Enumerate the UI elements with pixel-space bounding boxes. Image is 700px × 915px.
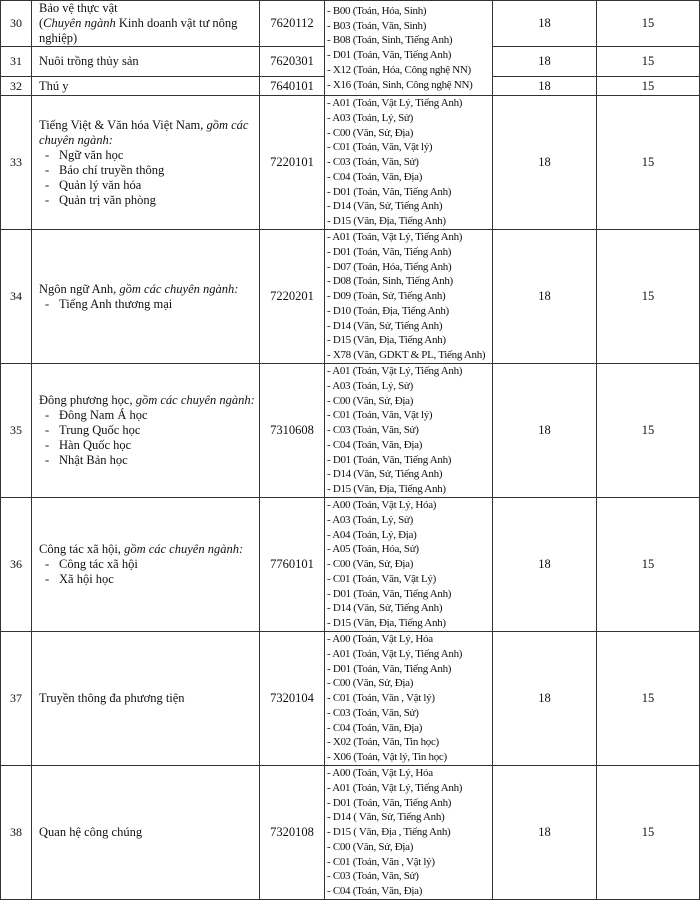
score-b: 15: [597, 364, 700, 498]
combo-item: - C00 (Văn, Sử, Địa): [327, 677, 414, 690]
score-b: 15: [597, 77, 700, 96]
combo-item: - A01 (Toán, Vật Lý, Tiếng Anh): [327, 365, 463, 378]
program-name-italic: gồm các: [206, 117, 249, 132]
combo-item: - X02 (Toán, Văn, Tin học): [327, 736, 439, 749]
specialization-label: Quản trị văn phòng: [59, 192, 156, 207]
row-number: 38: [1, 766, 32, 900]
row-number: 34: [1, 230, 32, 364]
specialization-list: [39, 408, 259, 468]
dash-bullet: -: [45, 192, 50, 207]
specialization-item: [39, 408, 259, 423]
dash-bullet: -: [45, 572, 50, 586]
combo-item: - D01 (Toán, Văn, Tiếng Anh): [327, 796, 452, 809]
combo-item: - D14 (Văn, Sử, Tiếng Anh): [327, 200, 443, 213]
combo-item: - A00 (Toán, Vật Lý, Hóa: [327, 767, 433, 780]
combo-item: - B03 (Toán, Văn, Sinh): [327, 19, 427, 32]
combo-item: - D14 (Văn, Sử, Tiếng Anh): [327, 319, 443, 332]
combo-item: - A03 (Toán, Lý, Sử): [327, 379, 413, 392]
combo-item: - D01 (Toán, Văn, Tiếng Anh): [327, 662, 452, 675]
combo-item: - C00 (Văn, Sử, Địa): [327, 126, 414, 139]
specialization-item: [39, 572, 259, 587]
program-name: Nuôi trồng thủy sản: [32, 47, 260, 77]
subject-combos: [325, 498, 493, 632]
combo-item: - X12 (Toán, Hóa, Công nghệ NN): [327, 63, 471, 76]
program-name: [32, 1, 260, 47]
table-row: [1, 1, 700, 47]
program-code: 7760101: [260, 498, 325, 632]
program-code: 7320104: [260, 632, 325, 766]
subject-combos: [325, 364, 493, 498]
combo-item: - A01 (Toán, Vật Lý, Tiếng Anh): [327, 647, 463, 660]
score-b: 15: [597, 1, 700, 47]
row-number: 36: [1, 498, 32, 632]
dash-bullet: -: [45, 453, 50, 467]
table-row: [1, 364, 700, 498]
dash-bullet: -: [45, 408, 50, 422]
combo-item: - A00 (Toán, Vật Lý, Hóa: [327, 633, 433, 646]
program-code: 7620301: [260, 47, 325, 77]
combo-item: - D14 (Văn, Sử, Tiếng Anh): [327, 468, 443, 481]
combo-item: - C00 (Văn, Sử, Địa): [327, 394, 414, 407]
table-row: [1, 498, 700, 632]
score-a: 18: [493, 1, 597, 47]
combo-item: - B08 (Toán, Sinh, Tiếng Anh): [327, 34, 453, 47]
specialization-label: Báo chí truyền thông: [59, 162, 165, 177]
row-number: 37: [1, 632, 32, 766]
dash-bullet: -: [45, 438, 50, 452]
table-row: [1, 632, 700, 766]
combo-item: - C03 (Toán, Văn, Sử): [327, 424, 419, 437]
specialization-item: [39, 297, 259, 312]
combo-item: - D01 (Toán, Văn, Tiếng Anh): [327, 453, 452, 466]
program-name: Quan hệ công chúng: [32, 766, 260, 900]
program-name-line: Ngôn ngữ Anh, gồm các chuyên ngành:: [39, 281, 239, 296]
combo-item: - D14 ( Văn, Sử, Tiếng Anh): [327, 811, 445, 824]
combo-item: - A04 (Toán, Lý, Địa): [327, 528, 417, 541]
score-a: 18: [493, 47, 597, 77]
specialization-list: [39, 297, 259, 312]
specialization-label: Ngữ văn học: [59, 147, 124, 162]
program-name-line: Tiếng Việt & Văn hóa Việt Nam, gồm các: [39, 117, 249, 132]
table-row: [1, 766, 700, 900]
specialization-label: Quản lý văn hóa: [59, 177, 142, 192]
program-code: 7320108: [260, 766, 325, 900]
combo-item: - D08 (Toán, Sinh, Tiếng Anh): [327, 275, 453, 288]
combo-item: - C01 (Toán, Văn, Vật lý): [327, 141, 433, 154]
score-a: 18: [493, 498, 597, 632]
combo-item: - C03 (Toán, Văn, Sử): [327, 156, 419, 169]
program-name-italic: gồm các chuyên ngành:: [124, 542, 244, 556]
program-name-line: Bảo vệ thực vật: [39, 1, 118, 15]
program-name-line: Công tác xã hội, gồm các chuyên ngành:: [39, 542, 244, 556]
dash-bullet: -: [45, 147, 50, 162]
specialization-label: Trung Quốc học: [59, 423, 141, 437]
combo-item: - A05 (Toán, Hóa, Sử): [327, 543, 419, 556]
score-b: 15: [597, 632, 700, 766]
specialization-item: [39, 557, 259, 572]
specialization-label: Nhật Bản học: [59, 453, 128, 467]
combo-item: - C04 (Toán, Văn, Địa): [327, 721, 423, 734]
specialization-label: Công tác xã hội: [59, 557, 138, 571]
specialization-list: [39, 148, 259, 208]
combo-item: - A03 (Toán, Lý, Sử): [327, 513, 413, 526]
combo-item: - C04 (Toán, Văn, Địa): [327, 438, 423, 451]
program-code: 7220201: [260, 230, 325, 364]
combo-item: - C03 (Toán, Văn, Sử): [327, 706, 419, 719]
specialization-label: Tiếng Anh thương mại: [59, 296, 173, 311]
combo-item: - X16 (Toán, Sinh, Công nghệ NN): [327, 78, 473, 91]
program-name-italic: gồm các chuyên ngành:: [119, 281, 239, 296]
specialization-item: [39, 163, 259, 178]
combo-item: - D15 (Văn, Địa, Tiếng Anh): [327, 483, 446, 496]
subject-combos: [325, 96, 493, 230]
combo-item: - C00 (Văn, Sử, Địa): [327, 840, 414, 853]
specialization-item: [39, 438, 259, 453]
score-a: 18: [493, 77, 597, 96]
combo-item: - D14 (Văn, Sử, Tiếng Anh): [327, 602, 443, 615]
combo-item: - D09 (Toán, Sử, Tiếng Anh): [327, 290, 446, 303]
dash-bullet: -: [45, 423, 50, 437]
program-name-italic: Chuyên ngành: [43, 16, 116, 30]
combo-item: - X78 (Văn, GDKT & PL, Tiếng Anh): [327, 349, 486, 362]
combo-item: - C01 (Toán, Văn, Vật Lý): [327, 572, 436, 585]
program-name-line: (Chuyên ngành Kinh doanh vật tư nông: [39, 16, 238, 30]
row-number: 30: [1, 1, 32, 47]
combo-item: - C04 (Toán, Văn, Địa): [327, 170, 423, 183]
combo-item: - D15 (Văn, Địa, Tiếng Anh): [327, 334, 446, 347]
combo-item: - C03 (Toán, Văn, Sử): [327, 870, 419, 883]
score-b: 15: [597, 96, 700, 230]
specialization-label: Đông Nam Á học: [59, 408, 148, 422]
combo-item: - C04 (Toán, Văn, Địa): [327, 885, 423, 898]
score-b: 15: [597, 47, 700, 77]
combo-item: - D01 (Toán, Văn, Tiếng Anh): [327, 185, 452, 198]
combo-item: - D07 (Toán, Hóa, Tiếng Anh): [327, 260, 452, 273]
combo-item: - C01 (Toán, Văn, Vật lý): [327, 409, 433, 422]
score-a: 18: [493, 230, 597, 364]
program-code: 7640101: [260, 77, 325, 96]
specialization-item: [39, 148, 259, 163]
program-name: Thú y: [32, 77, 260, 96]
program-name-line: nghiệp): [39, 31, 78, 45]
combo-item: - D01 (Toán, Văn, Tiếng Anh): [327, 49, 452, 61]
program-name: [32, 364, 260, 498]
subject-combos: [325, 230, 493, 364]
program-name-line: Đông phương học, gồm các chuyên ngành:: [39, 393, 255, 407]
score-b: 15: [597, 498, 700, 632]
score-b: 15: [597, 230, 700, 364]
combo-item: - D01 (Toán, Văn, Tiếng Anh): [327, 245, 452, 258]
dash-bullet: -: [45, 162, 50, 177]
combo-item: - A03 (Toán, Lý, Sử): [327, 111, 413, 124]
program-code: 7620112: [260, 1, 325, 47]
program-name: [32, 96, 260, 230]
score-a: 18: [493, 632, 597, 766]
combo-item: - D15 ( Văn, Địa , Tiếng Anh): [327, 826, 451, 839]
combo-item: - D15 (Văn, Địa, Tiếng Anh): [327, 215, 446, 228]
specialization-list: [39, 557, 259, 587]
table-row: [1, 96, 700, 230]
combo-item: - B00 (Toán, Hóa, Sinh): [327, 4, 427, 17]
combo-item: - D01 (Toán, Văn, Tiếng Anh): [327, 587, 452, 600]
score-a: 18: [493, 96, 597, 230]
row-number: 35: [1, 364, 32, 498]
combo-item: - A00 (Toán, Vật Lý, Hóa): [327, 499, 437, 512]
program-code: 7310608: [260, 364, 325, 498]
specialization-item: [39, 453, 259, 468]
score-a: 18: [493, 766, 597, 900]
specialization-label: Xã hội học: [59, 572, 114, 586]
combo-item: - C00 (Văn, Sử, Địa): [327, 558, 414, 571]
subject-combos: [325, 1, 493, 96]
subject-combos: [325, 632, 493, 766]
program-name: [32, 498, 260, 632]
combo-item: - A01 (Toán, Vật Lý, Tiếng Anh): [327, 781, 463, 794]
program-name-line: [39, 133, 259, 148]
row-number: 32: [1, 77, 32, 96]
program-name: [32, 230, 260, 364]
program-code: 7220101: [260, 96, 325, 230]
row-number: 33: [1, 96, 32, 230]
combo-item: - A01 (Toán, Vật Lý, Tiếng Anh): [327, 231, 463, 244]
dash-bullet: -: [45, 177, 50, 192]
program-name-italic: chuyên ngành:: [39, 132, 113, 147]
dash-bullet: -: [45, 296, 50, 311]
specialization-item: [39, 423, 259, 438]
specialization-item: [39, 193, 259, 208]
subject-combos: [325, 766, 493, 900]
row-number: 31: [1, 47, 32, 77]
specialization-item: [39, 178, 259, 193]
combo-item: - A01 (Toán, Vật Lý, Tiếng Anh): [327, 97, 463, 110]
combo-item: - C01 (Toán, Văn , Vật lý): [327, 692, 435, 705]
program-name-italic: gồm các chuyên ngành:: [135, 393, 255, 407]
specialization-label: Hàn Quốc học: [59, 438, 132, 452]
combo-item: - X06 (Toán, Vật lý, Tin học): [327, 751, 447, 764]
program-name: Truyền thông đa phương tiện: [32, 632, 260, 766]
score-a: 18: [493, 364, 597, 498]
combo-item: - D15 (Văn, Địa, Tiếng Anh): [327, 617, 446, 630]
dash-bullet: -: [45, 557, 50, 571]
table-row: [1, 230, 700, 364]
score-b: 15: [597, 766, 700, 900]
combo-item: - D10 (Toán, Địa, Tiếng Anh): [327, 304, 449, 317]
combo-item: - C01 (Toán, Văn , Vật lý): [327, 855, 435, 868]
